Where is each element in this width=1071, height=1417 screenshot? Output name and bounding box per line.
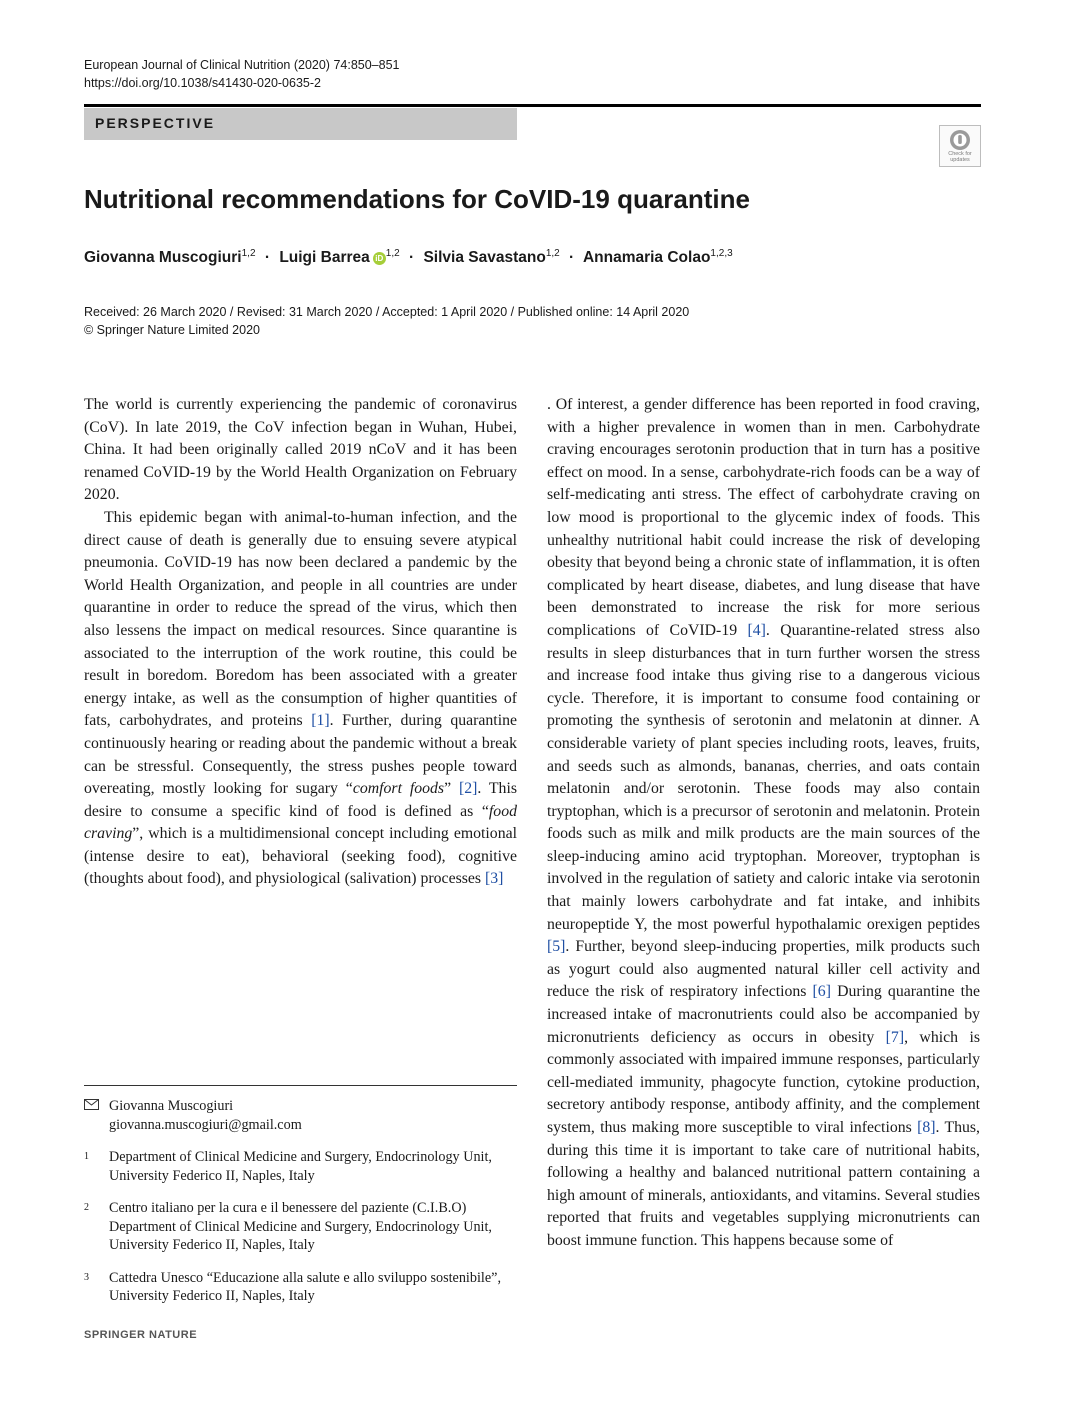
citation-link[interactable]: [8]: [917, 1119, 936, 1136]
footnotes: [84, 1097, 517, 1320]
citation-link[interactable]: [2]: [458, 780, 478, 798]
body-paragraph: The world is currently experiencing the pandemic of coronavirus (CoV). In late 2019, the CoV infection began in Wuhan, Hubei, China. It had been originally called 2019 nCoV and it has been renamed CoVID-19 by the World Health Organization on February 2020.: [84, 396, 517, 504]
publication-history: Received: 26 March 2020 / Revised: 31 March 2020 / Accepted: 1 April 2020 / Published online: 14 April 2020: [84, 305, 690, 319]
affiliation-note: [84, 1269, 517, 1306]
citation-link[interactable]: [7]: [885, 1028, 905, 1046]
check-updates-label-1: Check for: [948, 151, 972, 157]
section-label: PERSPECTIVE: [95, 115, 216, 131]
article-dates: [84, 303, 689, 339]
citation-link[interactable]: [5]: [547, 938, 566, 956]
body-column-left: [84, 394, 517, 891]
orcid-icon[interactable]: iD: [373, 252, 386, 265]
doi-link[interactable]: https://doi.org/10.1038/s41430-020-0635-2: [84, 76, 321, 90]
author-affiliation: 1,2: [545, 248, 560, 259]
author-name[interactable]: Silvia Savastano: [423, 249, 546, 267]
citation-link[interactable]: [6]: [812, 983, 831, 1001]
journal-citation: European Journal of Clinical Nutrition (2020) 74:850–851: [84, 58, 400, 72]
author-affiliation: 1,2: [241, 248, 256, 259]
correspondence-email[interactable]: giovanna.muscogiuri@gmail.com: [109, 1116, 302, 1133]
footnote-rule: [84, 1085, 517, 1086]
author-affiliation: 1,2: [385, 248, 400, 259]
body-paragraph: . Of interest, a gender difference has been reported in food craving, with a higher prevalence in women than in men. Carbohydrate craving encourages serotonin production that in turn has a positive effect on mood. In a sense, carbohydrate-rich foods can be a way of self-medicating anti stress. The effect of carbohydrate craving on low mood is proportional to the glycemic index of foods. This unhealthy nutritional habit could increase the risk of developing obesity that beyond being a chronic state of inflammation, it is often complicated by heart disease, diabetes, and lung disease that have been demonstrated to increase the risk for more serious complications of CoVID-19 [4]. Quarantine-related stress also results in sleep disturbances that in turn further worsen the stress and increase food intake thus giving rise to a dangerous vicious cycle. Therefore, it is important to consume food containing or promoting the synthesis of serotonin and melatonin at dinner. A considerable variety of plant species including roots, leaves, fruits, and seeds such as almonds, bananas, cherries, and oats contain melatonin and/or serotonin. These foods may also contain tryptophan, which is a precursor of serotonin and melatonin. Protein foods such as milk and milk products are the main sources of the sleep-inducing amino acid tryptophan. Moreover, tryptophan is involved in the regulation of satiety and caloric intake via serotonin that mainly lowers carbohydrate and fat intake, and inhibits neuropeptide Y, the most powerful hypothalamic orexigen peptides [5]. Further, beyond sleep-inducing properties, milk products such as yogurt could also augmented natural killer cell activity and reduce the risk of respiratory infections [6] During quarantine the increased intake of macronutrients could also be accompanied by micronutrients deficiency as occurs in obesity [7], which is commonly associated with impaired immune responses, particularly cell-mediated immunity, phagocyte function, cytokine production, secretory antibody response, antibody affinity, and the complement system, thus making more susceptible to viral infections [8]. Thus, during this time it is important to take care of nutritional habits, following a healthy and balanced nutritional pattern containing a high amount of minerals, antioxidants, and vitamins. Several studies reported that fruits and vegetables supplying micronutrients can boost immune function. This happens because some of: [547, 396, 980, 1249]
body-paragraph: This epidemic began with animal-to-human infection, and the direct cause of death is generally due to ensuing severe atypical pneumonia. CoVID-19 has now been declared a pandemic by the World Health Organization, and people in all countries are under quarantine in order to reduce the spread of the virus, which then also lessens the impact on medical resources. Since quarantine is associated to the interruption of the work routine, this could be result in boredom. Boredom has been associated with a greater energy intake, as well as the consumption of higher quantities of fats, carbohydrates, and proteins [1]. Further, during quarantine continuously hearing or reading about the pandemic without a break can be stressful. Consequently, the stress pushes people toward overeating, mostly looking for sugary “comfort foods” [2]. This desire to consume a specific kind of food is defined as “food craving”, which is a multidimensional concept including emotional (intense desire to eat), behavioral (seeking food), cognitive (thoughts about food), and physiological (salivation) processes [3]: [84, 508, 517, 888]
article-title: Nutritional recommendations for CoVID-19 quarantine: [84, 184, 750, 214]
copyright-line: © Springer Nature Limited 2020: [84, 323, 260, 337]
affiliation-number: 2: [84, 1202, 89, 1213]
affiliation-text: Cattedra Unesco “Educazione alla salute e allo sviluppo sostenibile”, University Federico II, Naples, Italy: [109, 1269, 501, 1304]
correspondence-name: Giovanna Muscogiuri: [109, 1098, 234, 1114]
journal-header: [84, 56, 399, 92]
affiliation-text: Department of Clinical Medicine and Surgery, Endocrinology Unit, University Federico II, Naples, Italy: [109, 1149, 492, 1184]
correspondence-note: [84, 1097, 517, 1134]
author-list: Giovanna Muscogiuri$^{1,2}$ · Luigi Barrea iD $^{1,2}$ · Silvia Savastano$^{1,2}$ · Annamaria Colao$^{1,2,3}$: [84, 248, 733, 267]
citation-link[interactable]: [1]: [311, 712, 330, 730]
affiliation-note: [84, 1199, 517, 1255]
citation-link[interactable]: [3]: [485, 870, 504, 888]
affiliation-text: Centro italiano per la cura e il benessere del paziente (C.I.B.O) Department of Clinical Medicine and Surgery, Endocrinology Unit, University Federico II, Naples, Italy: [109, 1200, 492, 1253]
envelope-icon: [84, 1099, 99, 1118]
header-rule: [84, 104, 981, 107]
author-name[interactable]: Giovanna Muscogiuri: [84, 249, 242, 267]
body-column-right: [547, 394, 980, 1253]
affiliation-number: 3: [84, 1271, 89, 1283]
author-name[interactable]: Luigi Barrea: [279, 249, 370, 267]
check-updates-label-2: updates: [950, 157, 970, 163]
author-affiliation: 1,2,3: [710, 248, 733, 259]
section-band: [84, 108, 517, 140]
author-name[interactable]: Annamaria Colao: [582, 249, 711, 267]
citation-link[interactable]: [4]: [747, 621, 766, 639]
publisher-logo: SPRINGER NATURE: [84, 1329, 198, 1341]
affiliation-note: [84, 1148, 517, 1185]
affiliation-number: 1: [84, 1151, 89, 1162]
check-updates-icon: [949, 129, 971, 151]
check-for-updates-button[interactable]: [939, 125, 981, 167]
